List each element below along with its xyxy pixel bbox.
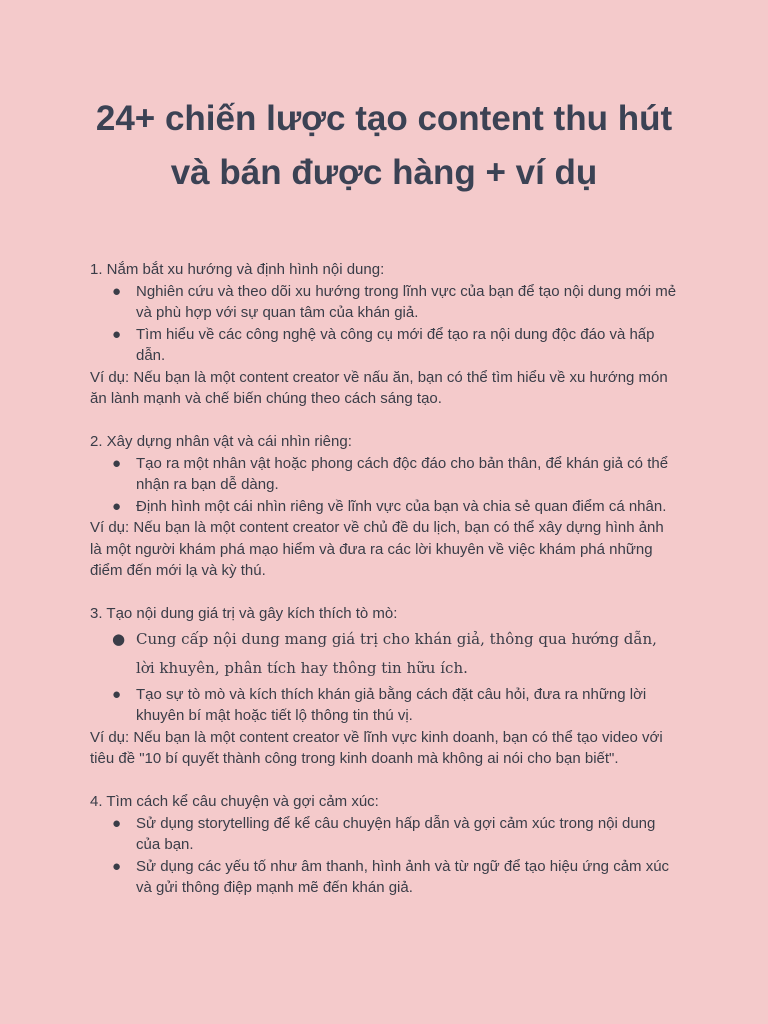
list-item bbox=[90, 625, 678, 684]
list-item-text: Cung cấp nội dung mang giá trị cho khán giả, thông qua hướng dẫn, lời khuyên, phân tích hay thông tin hữu ích. bbox=[136, 629, 657, 677]
list-item-text: Sử dụng storytelling để kể câu chuyện hấp dẫn và gợi cảm xúc trong nội dung của bạn. bbox=[136, 814, 656, 853]
section-3 bbox=[90, 603, 678, 770]
bullet-icon: ● bbox=[112, 685, 122, 703]
title-line-2: và bán được hàng + ví dụ bbox=[170, 153, 598, 192]
section-1 bbox=[90, 259, 678, 410]
example-text: Ví dụ: Nếu bạn là một content creator về nấu ăn, bạn có thể tìm hiểu về xu hướng món ăn lành mạnh và chế biến chúng theo cách sáng tạo. bbox=[90, 368, 668, 407]
list-item bbox=[90, 453, 678, 496]
bullet-icon: ● bbox=[112, 814, 122, 832]
bullet-icon: ● bbox=[112, 454, 122, 472]
list-item-text: Tạo sự tò mò và kích thích khán giả bằng cách đặt câu hỏi, đưa ra những lời khuyên bí mật hoặc tiết lộ thông tin thú vị. bbox=[136, 685, 647, 724]
document-body bbox=[90, 259, 678, 920]
bullet-icon: ● bbox=[112, 325, 122, 343]
title-line-1: 24+ chiến lược tạo content thu hút bbox=[95, 99, 673, 138]
list-item-text: Tìm hiểu về các công nghệ và công cụ mới để tạo ra nội dung độc đáo và hấp dẫn. bbox=[136, 325, 655, 364]
bullet-icon: ● bbox=[112, 629, 126, 648]
section-heading: 1. Nắm bắt xu hướng và định hình nội dung: bbox=[90, 261, 385, 278]
bullet-list bbox=[90, 281, 678, 367]
bullet-icon: ● bbox=[112, 857, 122, 875]
example-text: Ví dụ: Nếu bạn là một content creator về chủ đề du lịch, bạn có thể xây dựng hình ảnh là một người khám phá mạo hiểm và đưa ra các lời khuyên về việc khám phá những điểm đến mới lạ và kỳ thú. bbox=[90, 519, 664, 579]
bullet-icon: ● bbox=[112, 282, 122, 300]
list-item bbox=[90, 324, 678, 367]
list-item bbox=[90, 856, 678, 899]
list-item bbox=[90, 496, 678, 518]
list-item bbox=[90, 813, 678, 856]
example-text: Ví dụ: Nếu bạn là một content creator về lĩnh vực kinh doanh, bạn có thể tạo video với tiêu đề "10 bí quyết thành công trong kinh doanh mà không ai nói cho bạn biết". bbox=[90, 728, 663, 767]
bullet-icon: ● bbox=[112, 497, 122, 515]
list-item bbox=[90, 281, 678, 324]
list-item-text: Tạo ra một nhân vật hoặc phong cách độc đáo cho bản thân, để khán giả có thể nhận ra bạn dễ dàng. bbox=[136, 454, 669, 493]
list-item-text: Định hình một cái nhìn riêng về lĩnh vực của bạn và chia sẻ quan điểm cá nhân. bbox=[136, 497, 667, 515]
section-2 bbox=[90, 431, 678, 582]
list-item bbox=[90, 684, 678, 727]
section-heading: 2. Xây dựng nhân vật và cái nhìn riêng: bbox=[90, 433, 352, 450]
list-item-text: Nghiên cứu và theo dõi xu hướng trong lĩnh vực của bạn để tạo nội dung mới mẻ và phù hợp với sự quan tâm của khán giả. bbox=[136, 282, 677, 321]
section-heading: 4. Tìm cách kể câu chuyện và gợi cảm xúc: bbox=[90, 793, 379, 810]
list-item-text: Sử dụng các yếu tố như âm thanh, hình ảnh và từ ngữ để tạo hiệu ứng cảm xúc và gửi thông điệp mạnh mẽ đến khán giả. bbox=[136, 857, 670, 896]
bullet-list bbox=[90, 453, 678, 518]
section-heading: 3. Tạo nội dung giá trị và gây kích thích tò mò: bbox=[90, 605, 398, 622]
bullet-list bbox=[90, 813, 678, 899]
document-title bbox=[60, 92, 708, 200]
bullet-list bbox=[90, 625, 678, 727]
section-4 bbox=[90, 791, 678, 899]
